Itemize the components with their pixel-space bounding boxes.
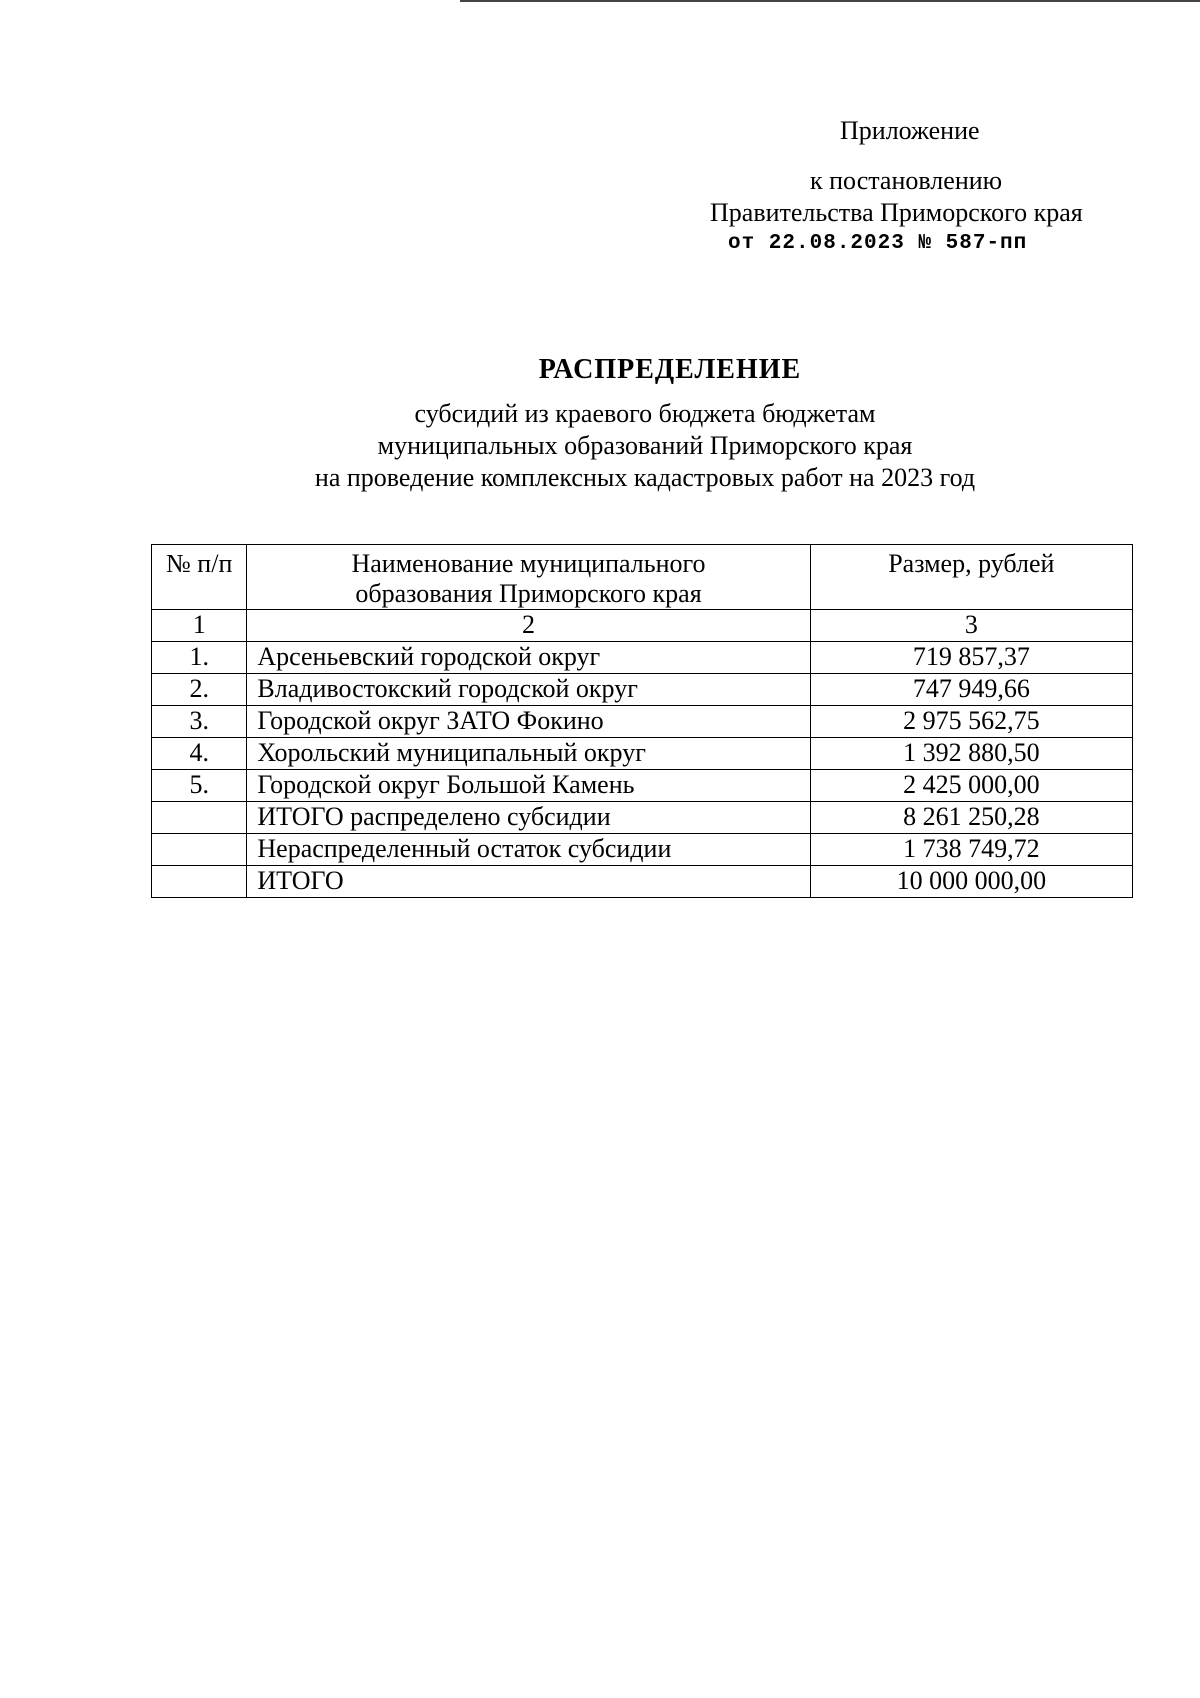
row-amount: 719 857,37 [810, 642, 1132, 674]
annex-organization: Правительства Приморского края [710, 198, 1083, 227]
row-name: ИТОГО [247, 866, 810, 898]
document-title: РАСПРЕДЕЛЕНИЕ [538, 354, 802, 385]
row-num [152, 866, 247, 898]
table-row [152, 770, 1133, 802]
row-amount: 2 975 562,75 [810, 706, 1132, 738]
row-num [152, 834, 247, 866]
row-name: Хорольский муниципальный округ [247, 738, 810, 770]
annex-title: Приложение [840, 116, 980, 145]
column-index: 3 [810, 610, 1132, 642]
row-name: Городской округ ЗАТО Фокино [247, 706, 810, 738]
table-row [152, 802, 1133, 834]
row-amount: 10 000 000,00 [810, 866, 1132, 898]
row-amount: 1 392 880,50 [810, 738, 1132, 770]
row-num [152, 802, 247, 834]
annex-date-number: от 22.08.2023 № 587-пп [728, 232, 1028, 255]
column-index: 2 [247, 610, 810, 642]
row-name: ИТОГО распределено субсидии [247, 802, 810, 834]
row-num: 3. [152, 706, 247, 738]
annex-reference: к постановлению [810, 166, 1003, 195]
row-name: Нераспределенный остаток субсидии [247, 834, 810, 866]
header-num: № п/п [152, 545, 247, 610]
table-row [152, 674, 1133, 706]
row-num: 1. [152, 642, 247, 674]
row-amount: 2 425 000,00 [810, 770, 1132, 802]
scan-edge-line [460, 0, 1200, 2]
row-name: Арсеньевский городской округ [247, 642, 810, 674]
header-name: Наименование муниципального образования Приморского края [247, 545, 810, 610]
table-row [152, 706, 1133, 738]
table-header-row [152, 545, 1133, 610]
table-row [152, 834, 1133, 866]
column-index-row [152, 610, 1133, 642]
table-row [152, 738, 1133, 770]
row-num: 5. [152, 770, 247, 802]
row-amount: 1 738 749,72 [810, 834, 1132, 866]
table-row [152, 642, 1133, 674]
header-amount: Размер, рублей [810, 545, 1132, 610]
row-num: 4. [152, 738, 247, 770]
row-amount: 8 261 250,28 [810, 802, 1132, 834]
row-name: Владивостокский городской округ [247, 674, 810, 706]
row-amount: 747 949,66 [810, 674, 1132, 706]
row-num: 2. [152, 674, 247, 706]
document-heading [150, 352, 1140, 494]
distribution-table [151, 544, 1133, 898]
document-subtitle: субсидий из краевого бюджета бюджетам муниципальных образований Приморского края на проведение комплексных кадастровых работ на 2023 год [314, 399, 976, 492]
table-row [152, 866, 1133, 898]
row-name: Городской округ Большой Камень [247, 770, 810, 802]
column-index: 1 [152, 610, 247, 642]
